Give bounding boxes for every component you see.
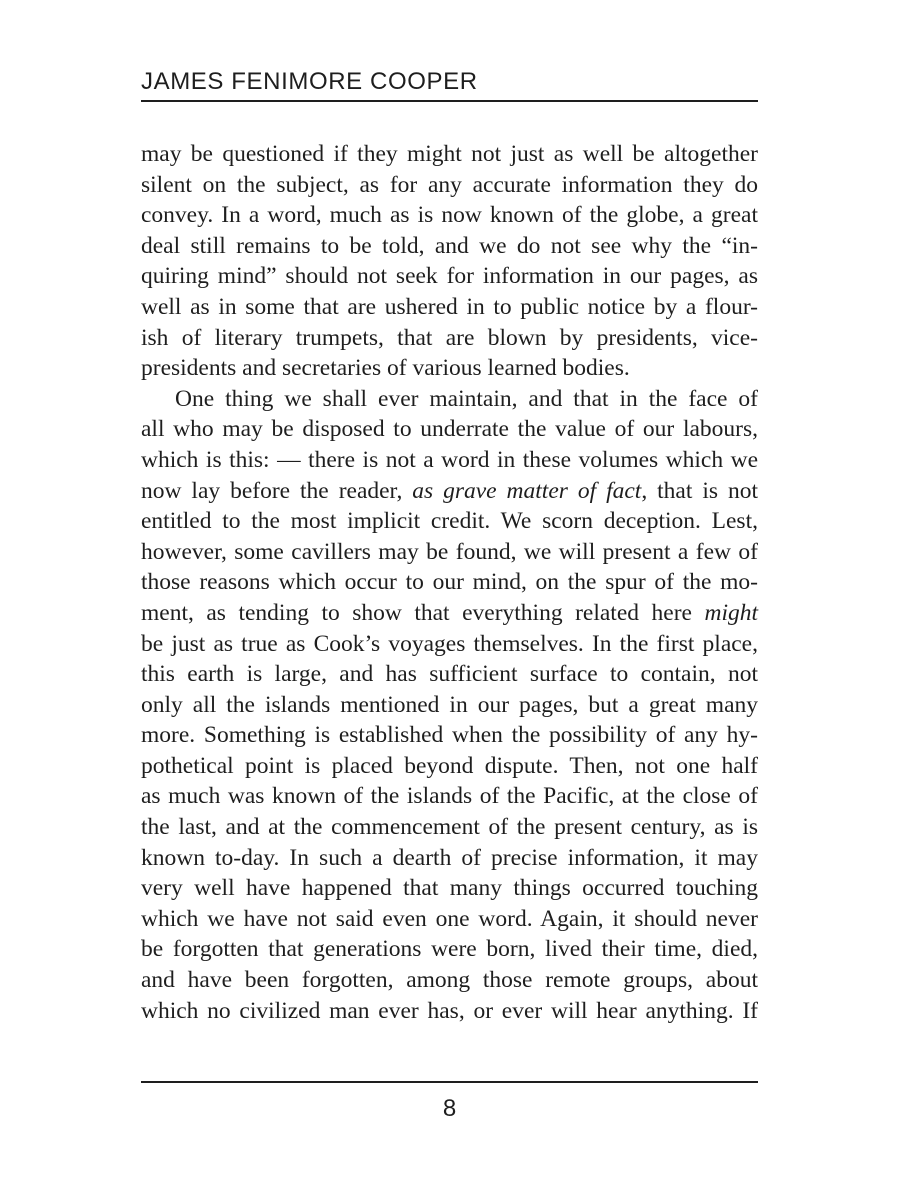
text-line: silent on the subject, as for any accurate information they do	[141, 171, 758, 198]
text-line: pothetical point is placed beyond dispute. Then, not one half	[141, 752, 758, 779]
paragraph-1	[141, 139, 758, 384]
text-line: which we have not said even one word. Again, it should never	[141, 905, 758, 932]
text-line: well as in some that are ushered in to public notice by a flour-	[141, 293, 758, 320]
text-line-with-italic	[141, 476, 758, 507]
body-text	[141, 139, 758, 1026]
text-line: only all the islands mentioned in our pages, but a great many	[141, 691, 758, 718]
text-line: those reasons which occur to our mind, on the spur of the mo-	[141, 569, 758, 596]
text-run: ment, as tending to show that everything related here	[141, 599, 705, 626]
text-line: be forgotten that generations were born, lived their time, died,	[141, 936, 758, 963]
text-line: may be questioned if they might not just as well be altogether	[141, 141, 758, 167]
text-line: very well have happened that many things occurred touching	[141, 875, 758, 902]
text-line: all who may be disposed to underrate the value of our labours,	[141, 416, 758, 443]
text-run: now lay before the reader,	[141, 477, 413, 504]
text-line: the last, and at the commencement of the present century, as is	[141, 814, 758, 841]
running-head-title: JAMES FENIMORE COOPER	[141, 68, 478, 95]
text-line: deal still remains to be told, and we do not see why the “in-	[141, 232, 758, 259]
text-line-with-italic	[141, 598, 758, 629]
text-line: which no civilized man ever has, or ever will hear anything. If	[141, 997, 758, 1024]
italic-phrase: as grave matter of fact	[412, 477, 642, 504]
text-line: this earth is large, and has sufficient surface to contain, not	[141, 661, 758, 688]
text-line: as much was known of the islands of the Pacific, at the close of	[141, 783, 758, 810]
text-line: however, some cavillers may be found, we will present a few of	[141, 538, 758, 565]
text-line: entitled to the most implicit credit. We scorn deception. Lest,	[141, 508, 758, 535]
text-line: presidents and secretaries of various learned bodies.	[141, 355, 630, 382]
text-line: quiring mind” should not seek for information in our pages, as	[141, 263, 758, 290]
text-line: known to-day. In such a dearth of precise information, it may	[141, 844, 758, 871]
text-line: and have been forgotten, among those remote groups, about	[141, 967, 758, 994]
header-rule	[141, 100, 758, 102]
text-line: ish of literary trumpets, that are blown by presidents, vice-	[141, 324, 758, 351]
text-line: convey. In a word, much as is now known of the globe, a great	[141, 202, 758, 229]
footer-rule	[141, 1081, 758, 1083]
text-line: be just as true as Cook’s voyages themselves. In the first place,	[141, 630, 758, 657]
page-number: 8	[442, 1095, 457, 1122]
text-line: One thing we shall ever maintain, and that in the face of	[175, 385, 758, 412]
italic-word: might	[704, 599, 758, 626]
text-line: more. Something is established when the possibility of any hy-	[141, 722, 758, 749]
paragraph-2	[141, 384, 758, 1026]
text-run: , that is not	[641, 477, 758, 504]
text-line: which is this: — there is not a word in these volumes which we	[141, 446, 758, 473]
